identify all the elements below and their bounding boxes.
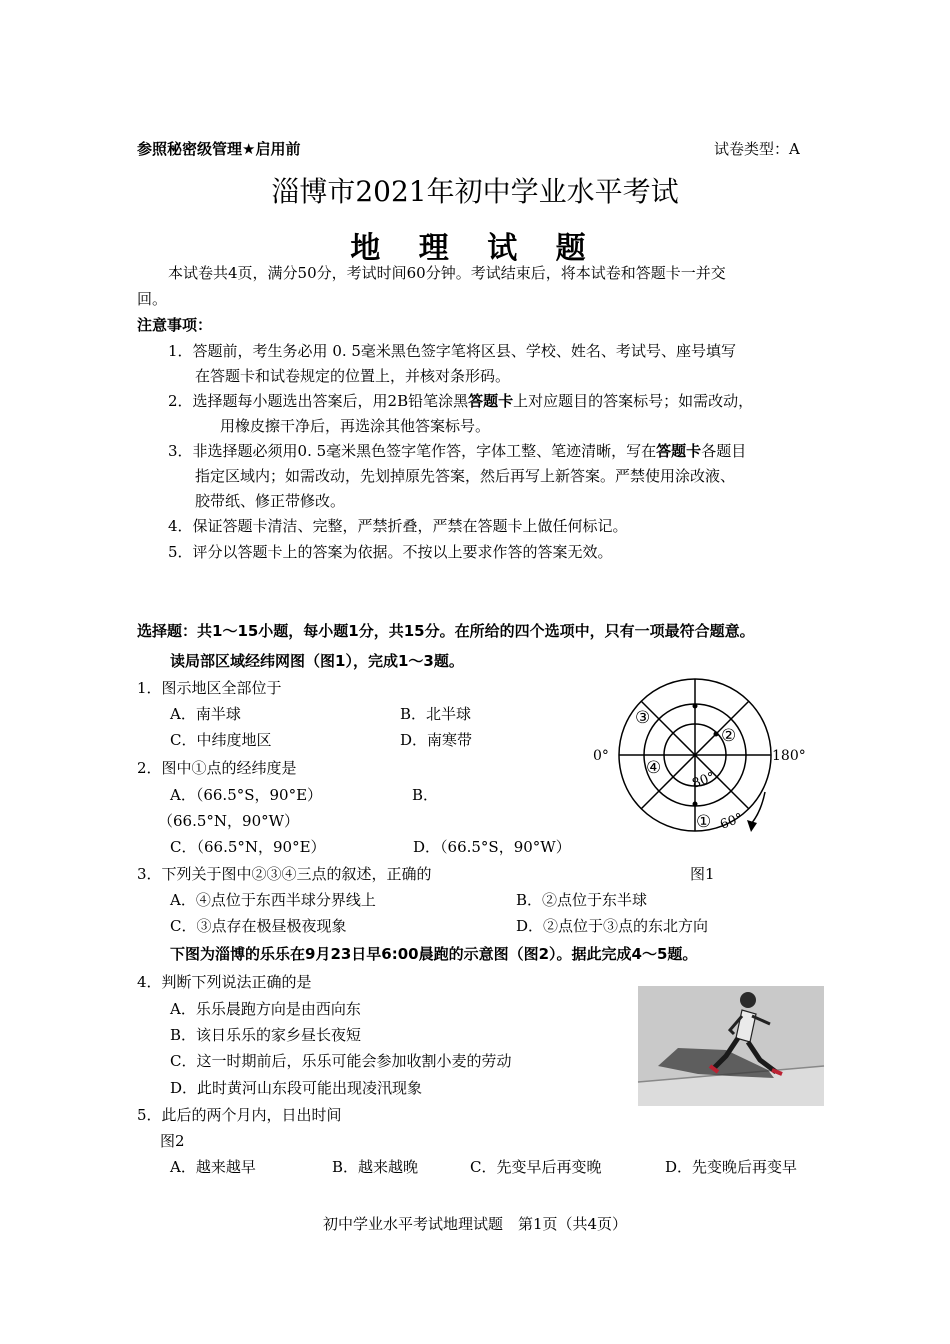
answer-card-emphasis: 答题卡 <box>468 392 514 410</box>
q1-option-c: C．中纬度地区 <box>170 731 272 749</box>
notice-item-3-text-a: 3．非选择题必须用0. 5毫米黑色签字笔作答，字体工整、笔迹清晰，写在 <box>168 442 657 460</box>
point-dot <box>693 704 698 709</box>
page-title: 淄博市2021年初中学业水平考试 <box>271 175 679 208</box>
q3-option-b: B．②点位于东半球 <box>516 891 648 909</box>
q4-option-b: B．该日乐乐的家乡昼长夜短 <box>170 1026 362 1044</box>
longitude-0-label: 0° <box>593 748 609 764</box>
figure-2-runner-image <box>638 986 824 1106</box>
notice-item-2-text-c: 上对应题目的答案标号；如需改动， <box>513 392 754 410</box>
q3-stem: 3．下列关于图中②③④三点的叙述，正确的 <box>137 865 432 883</box>
q3-option-d: D．②点位于③点的东北方向 <box>516 917 709 935</box>
secrecy-label: 参照秘密级管理★启用前 <box>137 140 301 158</box>
page-subtitle: 地 理 试 题 <box>350 231 600 266</box>
answer-card-emphasis: 答题卡 <box>656 442 702 460</box>
notice-item-3-text-c: 各题目 <box>701 442 747 460</box>
notice-item-2-line-2: 用橡皮擦干净后，再选涂其他答案标号。 <box>220 417 491 435</box>
q1-option-b: B．北半球 <box>400 705 472 723</box>
notice-item-1-line-2: 在答题卡和试卷规定的位置上，并核对条形码。 <box>195 367 511 385</box>
intro-line-1: 本试卷共4页，满分50分，考试时间60分钟。考试结束后，将本试卷和答题卡一并交 <box>168 264 726 282</box>
point-2-label: ② <box>721 726 737 746</box>
notice-item-3-line-3: 胶带纸、修正带修改。 <box>195 492 346 510</box>
q5-option-d: D．先变晚后再变早 <box>665 1158 798 1176</box>
page-footer: 初中学业水平考试地理试题 第1页（共4页） <box>322 1215 628 1233</box>
paper-type-label: 试卷类型：A <box>714 140 800 158</box>
notice-item-4: 4．保证答题卡清洁、完整，严禁折叠，严禁在答题卡上做任何标记。 <box>168 517 628 535</box>
q2-stem: 2．图中①点的经纬度是 <box>137 759 297 777</box>
point-3-label: ③ <box>635 708 651 728</box>
figure-1-polar-map <box>595 672 815 842</box>
point-1-label: ① <box>696 812 712 832</box>
notice-item-3-line-1 <box>168 440 746 461</box>
runner-head <box>740 992 756 1008</box>
q5-option-a: A．越来越早 <box>170 1158 256 1176</box>
q5-option-b: B．越来越晚 <box>332 1158 419 1176</box>
notice-item-3-line-2: 指定区域内；如需改动，先划掉原先答案，然后再写上新答案。严禁使用涂改液、 <box>195 467 736 485</box>
q2-option-a: A．（66.5°S，90°E） <box>170 786 323 804</box>
latitude-80-label: 80° <box>690 769 718 792</box>
q1-option-a: A．南半球 <box>170 705 241 723</box>
notice-heading: 注意事项： <box>137 316 213 334</box>
q3-option-c: C．③点存在极昼极夜现象 <box>170 917 347 935</box>
point-4-label: ④ <box>646 758 662 778</box>
q2-option-d: D．（66.5°S，90°W） <box>413 838 571 856</box>
notice-item-2-text-a: 2．选择题每小题选出答案后，用2B铅笔涂黑 <box>168 392 469 410</box>
notice-item-5: 5．评分以答题卡上的答案为依据。不按以上要求作答的答案无效。 <box>168 543 613 561</box>
point-dot <box>714 732 719 737</box>
group-2-intro: 下图为淄博的乐乐在9月23日早6:00晨跑的示意图（图2）。据此完成4～5题。 <box>170 945 698 963</box>
q1-stem: 1．图示地区全部位于 <box>137 679 282 697</box>
arrow-head-icon <box>747 820 757 832</box>
latitude-60-label: 60° <box>718 810 746 833</box>
q4-option-a: A．乐乐晨跑方向是由西向东 <box>170 1000 361 1018</box>
q4-option-c: C．这一时期前后，乐乐可能会参加收割小麦的劳动 <box>170 1052 512 1070</box>
q2-option-c: C．（66.5°N，90°E） <box>170 838 326 856</box>
q5-stem: 5．此后的两个月内，日出时间 <box>137 1106 342 1124</box>
group-1-intro: 读局部区域经纬网图（图1），完成1～3题。 <box>170 652 464 670</box>
q2-option-b: B． <box>412 786 439 804</box>
q3-option-a: A．④点位于东西半球分界线上 <box>170 891 376 909</box>
q1-option-d: D．南寒带 <box>400 731 473 749</box>
longitude-180-label: 180° <box>772 748 806 764</box>
notice-item-1-line-1: 1．答题前，考生务必用 0. 5毫米黑色签字笔将区县、学校、姓名、考试号、座号填写 <box>168 342 736 360</box>
q5-option-c: C．先变早后再变晚 <box>470 1158 602 1176</box>
point-dot <box>693 802 698 807</box>
q4-option-d: D．此时黄河山东段可能出现凌汛现象 <box>170 1079 423 1097</box>
section-heading: 选择题：共1～15小题，每小题1分，共15分。在所给的四个选项中，只有一项最符合题意。 <box>137 622 755 640</box>
notice-item-2-line-1 <box>168 390 753 411</box>
intro-line-2: 回。 <box>137 290 168 308</box>
figure-2-caption: 图2 <box>160 1132 185 1150</box>
figure-1-caption: 图1 <box>690 865 715 883</box>
q2-option-b-value: （66.5°N，90°W） <box>158 812 300 830</box>
q4-stem: 4．判断下列说法正确的是 <box>137 973 312 991</box>
